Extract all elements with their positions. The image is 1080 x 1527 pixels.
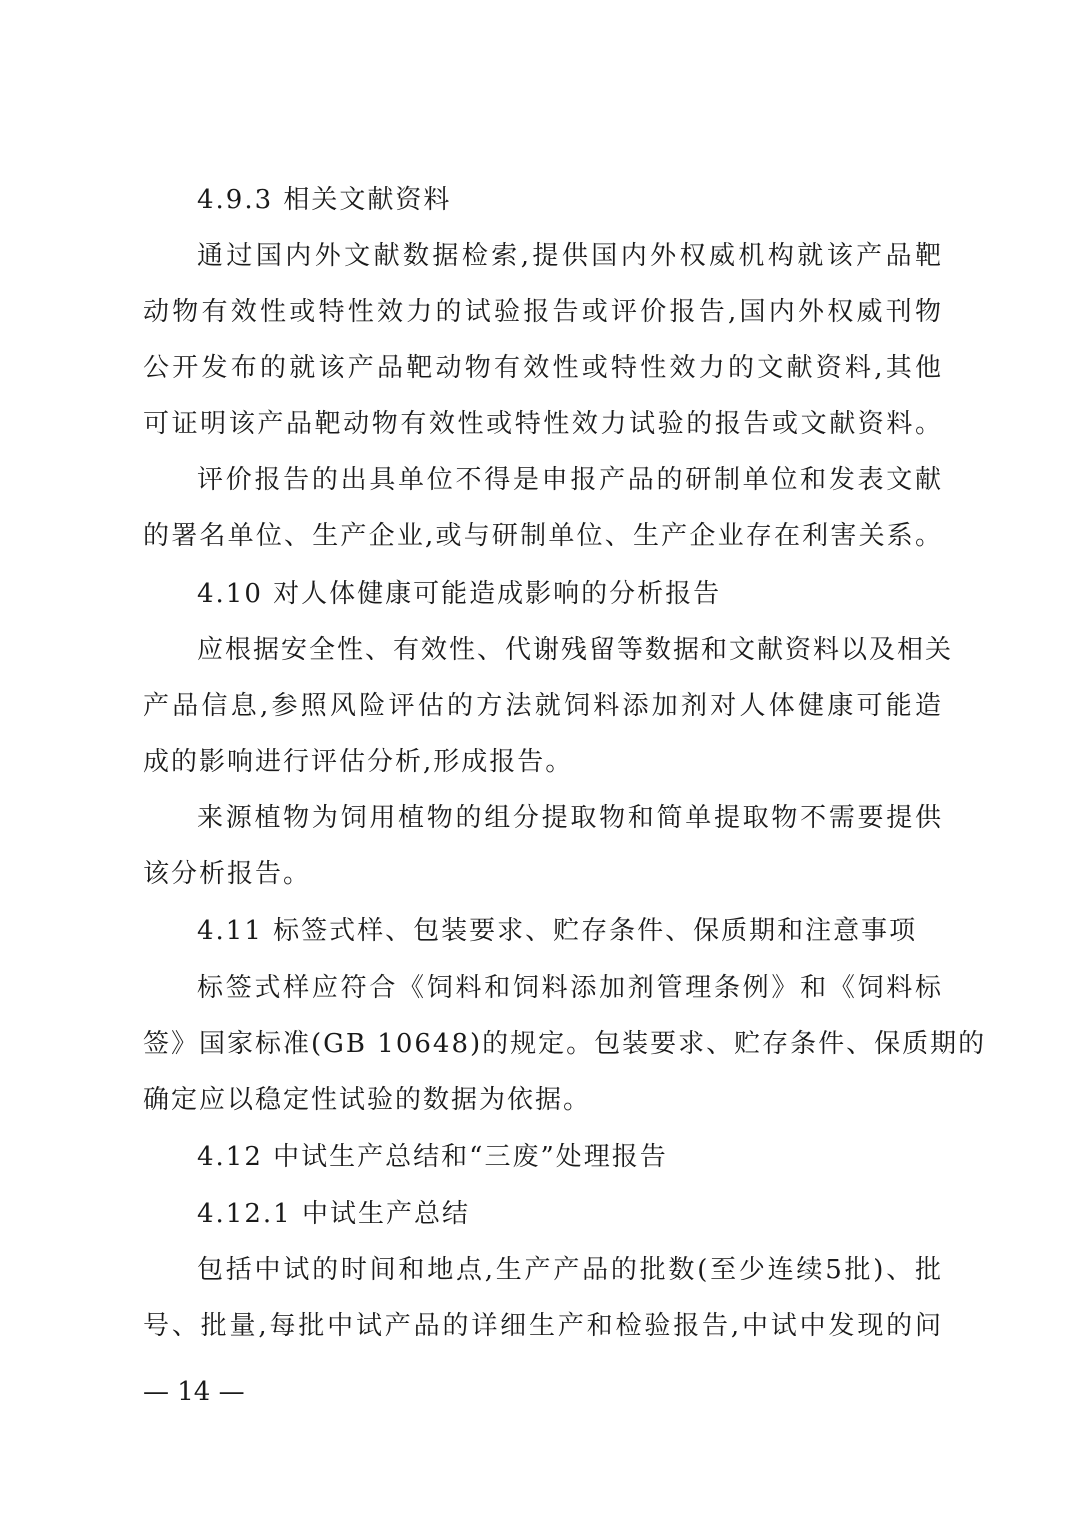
paragraph-line: 号、批量,每批中试产品的详细生产和检验报告,中试中发现的问 [143, 1311, 943, 1341]
paragraph-line: 评价报告的出具单位不得是申报产品的研制单位和发表文献 [197, 465, 943, 495]
section-heading-4-12-1: 4.12.1 中试生产总结 [197, 1199, 470, 1229]
paragraph-line: 标签式样应符合《饲料和饲料添加剂管理条例》和《饲料标 [197, 973, 943, 1003]
paragraph-line: 动物有效性或特性效力的试验报告或评价报告,国内外权威刊物 [143, 297, 943, 327]
paragraph-line: 可证明该产品靶动物有效性或特性效力试验的报告或文献资料。 [143, 409, 943, 439]
paragraph-line: 包括中试的时间和地点,生产产品的批数(至少连续5批)、批 [197, 1255, 943, 1285]
paragraph-line: 该分析报告。 [143, 859, 312, 889]
paragraph-line: 来源植物为饲用植物的组分提取物和简单提取物不需要提供 [197, 803, 943, 833]
paragraph-line: 产品信息,参照风险评估的方法就饲料添加剂对人体健康可能造 [143, 691, 943, 721]
paragraph-line: 确定应以稳定性试验的数据为依据。 [143, 1085, 592, 1115]
paragraph-line: 公开发布的就该产品靶动物有效性或特性效力的文献资料,其他 [143, 353, 943, 383]
section-heading-4-11: 4.11 标签式样、包装要求、贮存条件、保质期和注意事项 [197, 916, 918, 946]
section-heading-4-10: 4.10 对人体健康可能造成影响的分析报告 [197, 579, 722, 609]
paragraph-line: 成的影响进行评估分析,形成报告。 [143, 747, 574, 777]
paragraph-line: 应根据安全性、有效性、代谢残留等数据和文献资料以及相关 [197, 635, 954, 665]
section-heading-4-12: 4.12 中试生产总结和“三废”处理报告 [197, 1142, 668, 1172]
page-number: — 14 — [143, 1377, 245, 1407]
section-heading-4-9-3: 4.9.3 相关文献资料 [197, 185, 452, 215]
paragraph-line: 通过国内外文献数据检索,提供国内外权威机构就该产品靶 [197, 241, 943, 271]
paragraph-line: 签》国家标准(GB 10648)的规定。包装要求、贮存条件、保质期的 [143, 1029, 987, 1059]
paragraph-line: 的署名单位、生产企业,或与研制单位、生产企业存在利害关系。 [143, 521, 943, 551]
